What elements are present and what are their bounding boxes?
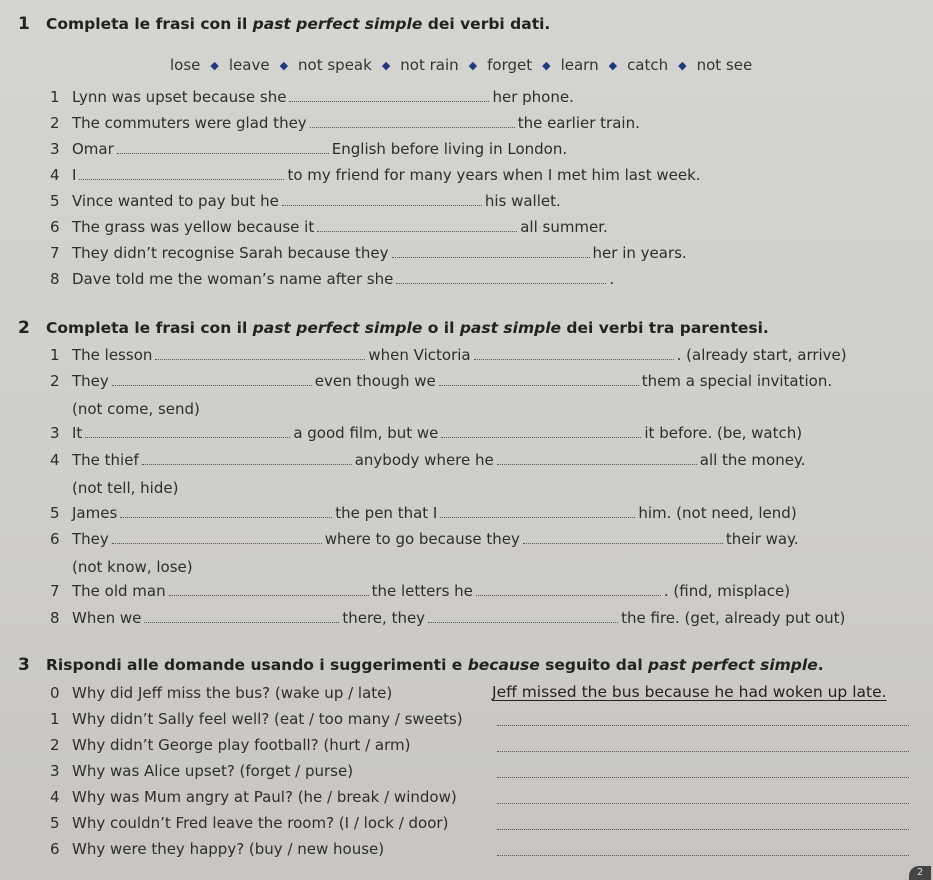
item-number: 1	[50, 346, 60, 364]
answer-blank[interactable]	[523, 531, 723, 544]
item-text: English before living in London.	[331, 140, 568, 158]
item-text: him. (not need, lend)	[638, 504, 797, 522]
answer-line[interactable]	[497, 776, 909, 778]
item-text: When we	[72, 609, 142, 627]
exercise-1-heading	[18, 14, 550, 34]
heading-italic: past simple	[459, 319, 562, 337]
diamond-icon: ◆	[678, 59, 687, 72]
item-number: 2	[50, 114, 60, 132]
item-text: all the money.	[699, 451, 806, 469]
heading-text: seguito dal	[539, 656, 649, 674]
question-text: Why couldn’t Fred leave the room? (I / lock / door)	[72, 814, 449, 832]
heading-italic: past perfect simple	[648, 656, 818, 674]
question-text: Why didn’t Sally feel well? (eat / too many / sweets)	[72, 710, 463, 728]
word: not rain	[400, 56, 459, 74]
item-text: The thief	[72, 451, 139, 469]
word: not see	[696, 56, 753, 74]
item-text: anybody where he	[354, 451, 494, 469]
item-text: It	[72, 424, 83, 442]
heading-text: .	[817, 656, 824, 674]
item-text: the pen that I	[335, 504, 438, 522]
answer-blank[interactable]	[474, 347, 674, 360]
item-text: . (already start, arrive)	[676, 346, 847, 364]
item-text: I	[72, 166, 77, 184]
answer-blank[interactable]	[120, 505, 332, 518]
question-text: Why did Jeff miss the bus? (wake up / late)	[72, 684, 393, 702]
exercise-1-item	[50, 192, 561, 210]
answer-line[interactable]	[497, 828, 909, 830]
item-text: the letters he	[371, 582, 473, 600]
word: leave	[228, 56, 270, 74]
answer-blank[interactable]	[317, 219, 517, 232]
exercise-3-question	[50, 684, 392, 702]
item-text: Omar	[72, 140, 114, 158]
exercise-1-item	[50, 244, 687, 262]
question-text: Why were they happy? (buy / new house)	[72, 840, 385, 858]
answer-blank[interactable]	[428, 610, 618, 623]
item-text: even though we	[314, 372, 436, 390]
exercise-3-question	[50, 814, 448, 832]
word: forget	[487, 56, 533, 74]
question-text: Why was Mum angry at Paul? (he / break / window)	[72, 788, 457, 806]
question-text: Why was Alice upset? (forget / purse)	[72, 762, 354, 780]
item-number: 6	[50, 218, 60, 236]
exercise-3-question	[50, 762, 353, 780]
exercise-2-item	[50, 530, 799, 548]
answer-blank[interactable]	[117, 141, 329, 154]
item-text: to my friend for many years when I met him last week.	[287, 166, 701, 184]
exercise-2-item-hint: (not tell, hide)	[72, 479, 179, 497]
item-number: 5	[50, 504, 60, 522]
item-number: 7	[50, 582, 60, 600]
item-text: the fire. (get, already put out)	[621, 609, 846, 627]
heading-text: o il	[422, 319, 460, 337]
item-text: . (find, misplace)	[663, 582, 791, 600]
item-number: 4	[50, 451, 60, 469]
exercise-2-item	[50, 451, 805, 469]
item-text: .	[609, 270, 615, 288]
item-text: The lesson	[72, 346, 153, 364]
answer-blank[interactable]	[112, 531, 322, 544]
word: lose	[170, 56, 201, 74]
item-number: 1	[50, 710, 60, 728]
heading-text: Completa le frasi con il	[46, 15, 253, 33]
item-text: it before. (be, watch)	[644, 424, 803, 442]
item-text: Lynn was upset because she	[72, 88, 287, 106]
answer-blank[interactable]	[112, 373, 312, 386]
exercise-1-item	[50, 166, 701, 184]
item-text: when Victoria	[368, 346, 471, 364]
answer-blank[interactable]	[85, 425, 290, 438]
word: not speak	[298, 56, 372, 74]
answer-blank[interactable]	[497, 452, 697, 465]
item-text: them a special invitation.	[641, 372, 833, 390]
answer-line[interactable]	[497, 854, 909, 856]
item-text: the earlier train.	[517, 114, 640, 132]
exercise-1-item	[50, 218, 608, 236]
item-text: Dave told me the woman’s name after she	[72, 270, 394, 288]
exercise-3-question	[50, 788, 457, 806]
item-number: 6	[50, 840, 60, 858]
item-number: 1	[50, 88, 60, 106]
diamond-icon: ◆	[542, 59, 551, 72]
item-text: The commuters were glad they	[72, 114, 307, 132]
exercise-1-item	[50, 114, 640, 132]
item-number: 3	[50, 424, 60, 442]
exercise-2-item	[50, 346, 847, 364]
heading-italic: because	[467, 656, 540, 674]
exercise-1-item	[50, 140, 567, 158]
diamond-icon: ◆	[468, 59, 478, 72]
item-text: They	[72, 372, 109, 390]
heading-text: Completa le frasi con il	[46, 319, 253, 337]
page-corner: 2	[909, 866, 931, 880]
answer-blank[interactable]	[476, 583, 661, 596]
heading-text: dei verbi dati.	[422, 15, 551, 33]
item-text: where to go because they	[324, 530, 520, 548]
exercise-2-item	[50, 424, 802, 442]
item-text: The old man	[72, 582, 166, 600]
answer-blank[interactable]	[289, 89, 489, 102]
exercise-2-item	[50, 504, 797, 522]
exercise-1-item	[50, 88, 574, 106]
answer-line[interactable]	[497, 724, 909, 726]
heading-text: dei verbi tra parentesi.	[561, 319, 769, 337]
exercise-3-heading	[18, 655, 824, 675]
diamond-icon: ◆	[279, 59, 289, 72]
answer-blank[interactable]	[144, 610, 339, 623]
exercise-3-question	[50, 710, 463, 728]
answer-blank[interactable]	[441, 425, 641, 438]
item-text: all summer.	[520, 218, 608, 236]
exercise-2-item	[50, 609, 845, 627]
answer-line[interactable]	[497, 750, 909, 752]
heading-italic: past perfect simple	[252, 319, 423, 337]
answer-blank[interactable]	[282, 193, 482, 206]
item-text: there, they	[342, 609, 426, 627]
item-text: They didn’t recognise Sarah because they	[72, 244, 389, 262]
item-number: 2	[50, 736, 60, 754]
answer-blank[interactable]	[392, 245, 590, 258]
item-text: their way.	[725, 530, 799, 548]
word-bank	[170, 56, 752, 74]
item-number: 7	[50, 244, 60, 262]
word: learn	[560, 56, 599, 74]
item-text: They	[72, 530, 109, 548]
answer-blank[interactable]	[79, 167, 284, 180]
example-answer: Jeff missed the bus because he had woken up late.	[492, 683, 887, 701]
item-number: 3	[50, 140, 60, 158]
exercise-number: 3	[18, 655, 30, 675]
exercise-2-item	[50, 582, 790, 600]
heading-text: Rispondi alle domande usando i suggerimenti e	[46, 656, 468, 674]
exercise-2-item-hint: (not know, lose)	[72, 558, 193, 576]
answer-blank[interactable]	[439, 373, 639, 386]
answer-blank[interactable]	[155, 347, 365, 360]
answer-blank[interactable]	[169, 583, 369, 596]
item-number: 2	[50, 372, 60, 390]
answer-line[interactable]	[497, 802, 909, 804]
item-text: her phone.	[492, 88, 574, 106]
diamond-icon: ◆	[608, 59, 618, 72]
item-number: 4	[50, 788, 60, 806]
item-text: a good film, but we	[293, 424, 439, 442]
diamond-icon: ◆	[381, 59, 391, 72]
item-text: Vince wanted to pay but he	[72, 192, 279, 210]
answer-blank[interactable]	[396, 271, 606, 284]
word: catch	[627, 56, 669, 74]
item-number: 6	[50, 530, 60, 548]
answer-blank[interactable]	[142, 452, 352, 465]
exercise-number: 2	[18, 318, 30, 338]
item-number: 3	[50, 762, 60, 780]
exercise-1-item	[50, 270, 614, 288]
item-number: 5	[50, 192, 60, 210]
exercise-3-question	[50, 840, 384, 858]
item-number: 8	[50, 609, 60, 627]
item-number: 8	[50, 270, 60, 288]
item-number: 4	[50, 166, 60, 184]
item-text: his wallet.	[484, 192, 561, 210]
heading-italic: past perfect simple	[252, 15, 423, 33]
question-text: Why didn’t George play football? (hurt / arm)	[72, 736, 411, 754]
item-text: her in years.	[592, 244, 687, 262]
diamond-icon: ◆	[210, 59, 219, 72]
exercise-2-item-hint: (not come, send)	[72, 400, 200, 418]
item-number: 5	[50, 814, 60, 832]
item-text: The grass was yellow because it	[72, 218, 315, 236]
answer-blank[interactable]	[310, 115, 515, 128]
exercise-3-question	[50, 736, 410, 754]
answer-blank[interactable]	[440, 505, 635, 518]
exercise-number: 1	[18, 14, 30, 34]
exercise-2-item	[50, 372, 832, 390]
item-number: 0	[50, 684, 60, 702]
exercise-2-heading	[18, 318, 769, 338]
item-text: James	[72, 504, 118, 522]
